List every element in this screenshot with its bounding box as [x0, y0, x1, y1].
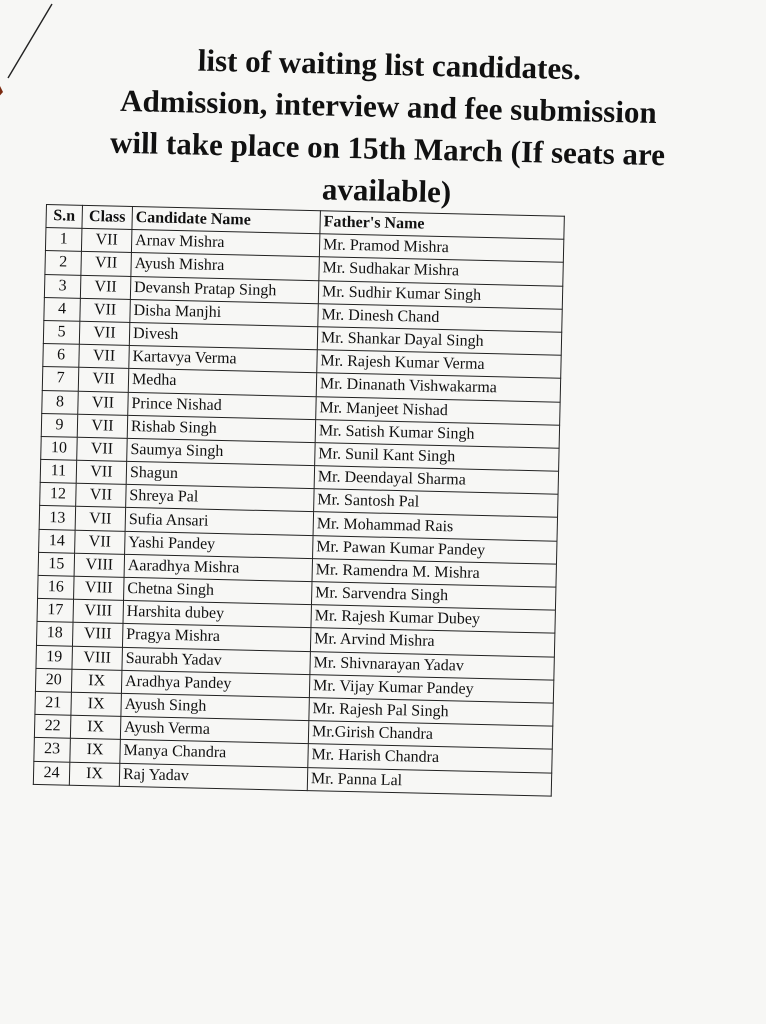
- class-cell: VII: [75, 530, 126, 554]
- candidate-name-cell: Ayush Mishra: [131, 253, 319, 280]
- father-name-cell: Mr. Shivnarayan Yadav: [310, 651, 554, 680]
- serial-cell: 13: [39, 506, 76, 530]
- father-name-cell: Mr. Rajesh Pal Singh: [309, 698, 553, 727]
- father-name-cell: Mr. Dinanath Vishwakarma: [316, 373, 560, 402]
- candidate-name-cell: Rishab Singh: [127, 415, 315, 442]
- class-cell: VIII: [74, 576, 125, 600]
- father-name-cell: Mr. Pawan Kumar Pandey: [313, 535, 557, 564]
- class-cell: VII: [76, 484, 127, 508]
- candidate-name-cell: Harshita dubey: [123, 601, 311, 628]
- candidate-name-cell: Medha: [128, 369, 316, 396]
- header-father-name: Father's Name: [320, 211, 564, 240]
- father-name-cell: Mr. Santosh Pal: [314, 489, 558, 518]
- serial-cell: 12: [40, 483, 77, 507]
- candidate-name-cell: Manya Chandra: [120, 740, 308, 767]
- serial-cell: 1: [45, 228, 82, 252]
- father-name-cell: Mr. Arvind Mishra: [310, 628, 554, 657]
- candidate-name-cell: Shagun: [126, 461, 314, 488]
- father-name-cell: Mr. Mohammad Rais: [313, 512, 557, 541]
- header-candidate-name: Candidate Name: [132, 206, 320, 233]
- class-cell: VII: [78, 368, 129, 392]
- class-cell: IX: [71, 692, 122, 716]
- serial-cell: 7: [42, 367, 79, 391]
- candidate-name-cell: Arnav Mishra: [131, 230, 319, 257]
- candidate-name-cell: Sufia Ansari: [125, 508, 313, 535]
- serial-cell: 2: [45, 251, 82, 275]
- header-class: Class: [82, 205, 133, 229]
- father-name-cell: Mr. Vijay Kumar Pandey: [309, 674, 553, 703]
- serial-cell: 10: [41, 436, 78, 460]
- candidate-name-cell: Prince Nishad: [128, 392, 316, 419]
- father-name-cell: Mr. Panna Lal: [307, 767, 551, 796]
- candidate-name-cell: Pragya Mishra: [122, 624, 310, 651]
- serial-cell: 18: [36, 622, 73, 646]
- serial-cell: 24: [33, 761, 70, 785]
- father-name-cell: Mr. Pramod Mishra: [319, 234, 563, 263]
- father-name-cell: Mr. Ramendra M. Mishra: [312, 558, 556, 587]
- father-name-cell: Mr. Rajesh Kumar Dubey: [311, 605, 555, 634]
- serial-cell: 4: [44, 297, 81, 321]
- candidate-name-cell: Yashi Pandey: [125, 531, 313, 558]
- candidate-name-cell: Aaradhya Mishra: [124, 554, 312, 581]
- class-cell: VII: [77, 437, 128, 461]
- serial-cell: 20: [35, 668, 72, 692]
- father-name-cell: Mr. Sunil Kant Singh: [315, 443, 559, 472]
- candidate-name-cell: Raj Yadav: [119, 763, 307, 790]
- class-cell: VII: [80, 275, 131, 299]
- serial-cell: 17: [37, 599, 74, 623]
- father-name-cell: Mr. Sarvendra Singh: [311, 582, 555, 611]
- candidate-name-cell: Saumya Singh: [127, 438, 315, 465]
- serial-cell: 23: [34, 738, 71, 762]
- class-cell: IX: [70, 715, 121, 739]
- father-name-cell: Mr.Girish Chandra: [308, 721, 552, 750]
- table-body: [33, 228, 563, 796]
- class-cell: VII: [76, 460, 127, 484]
- father-name-cell: Mr. Sudhakar Mishra: [319, 257, 563, 286]
- father-name-cell: Mr. Harish Chandra: [308, 744, 552, 773]
- class-cell: VIII: [72, 623, 123, 647]
- document-heading: [36, 36, 740, 220]
- father-name-cell: Mr. Satish Kumar Singh: [315, 419, 559, 448]
- serial-cell: 14: [39, 529, 76, 553]
- waiting-list-table: [33, 204, 565, 796]
- serial-cell: 11: [40, 460, 77, 484]
- father-name-cell: Mr. Shankar Dayal Singh: [317, 327, 561, 356]
- serial-cell: 21: [35, 691, 72, 715]
- class-cell: VII: [81, 229, 132, 253]
- class-cell: VII: [75, 507, 126, 531]
- heading-line-4: available): [321, 171, 452, 210]
- serial-cell: 5: [43, 320, 80, 344]
- serial-cell: 3: [44, 274, 81, 298]
- candidate-name-cell: Chetna Singh: [124, 577, 312, 604]
- class-cell: IX: [69, 762, 120, 786]
- class-cell: IX: [70, 739, 121, 763]
- class-cell: VII: [77, 414, 128, 438]
- candidate-name-cell: Devansh Pratap Singh: [130, 276, 318, 303]
- waiting-list-sheet: [33, 204, 565, 796]
- serial-cell: 19: [36, 645, 73, 669]
- candidate-name-cell: Aradhya Pandey: [121, 670, 309, 697]
- class-cell: VIII: [73, 599, 124, 623]
- serial-cell: 8: [42, 390, 79, 414]
- header-serial: S.n: [46, 205, 83, 229]
- father-name-cell: Mr. Rajesh Kumar Verma: [317, 350, 561, 379]
- heading-line-3: will take place on 15th March (If seats are: [109, 124, 666, 173]
- candidate-name-cell: Saurabh Yadav: [122, 647, 310, 674]
- class-cell: VII: [80, 298, 131, 322]
- father-name-cell: Mr. Deendayal Sharma: [314, 466, 558, 495]
- heading-line-1: list of waiting list candidates.: [197, 42, 582, 87]
- candidate-name-cell: Shreya Pal: [126, 485, 314, 512]
- class-cell: IX: [71, 669, 122, 693]
- class-cell: VIII: [74, 553, 125, 577]
- candidate-name-cell: Divesh: [129, 322, 317, 349]
- candidate-name-cell: Disha Manjhi: [130, 299, 318, 326]
- class-cell: VIII: [72, 646, 123, 670]
- serial-cell: 9: [41, 413, 78, 437]
- father-name-cell: Mr. Sudhir Kumar Singh: [318, 280, 562, 309]
- serial-cell: 22: [34, 715, 71, 739]
- serial-cell: 15: [38, 552, 75, 576]
- class-cell: VII: [79, 344, 130, 368]
- class-cell: VII: [79, 321, 130, 345]
- serial-cell: 16: [38, 575, 75, 599]
- father-name-cell: Mr. Dinesh Chand: [318, 303, 562, 332]
- candidate-name-cell: Ayush Verma: [120, 716, 308, 743]
- class-cell: VII: [78, 391, 129, 415]
- father-name-cell: Mr. Manjeet Nishad: [316, 396, 560, 425]
- candidate-name-cell: Kartavya Verma: [129, 346, 317, 373]
- heading-line-2: Admission, interview and fee submission: [119, 82, 658, 131]
- candidate-name-cell: Ayush Singh: [121, 693, 309, 720]
- serial-cell: 6: [43, 344, 80, 368]
- class-cell: VII: [81, 252, 132, 276]
